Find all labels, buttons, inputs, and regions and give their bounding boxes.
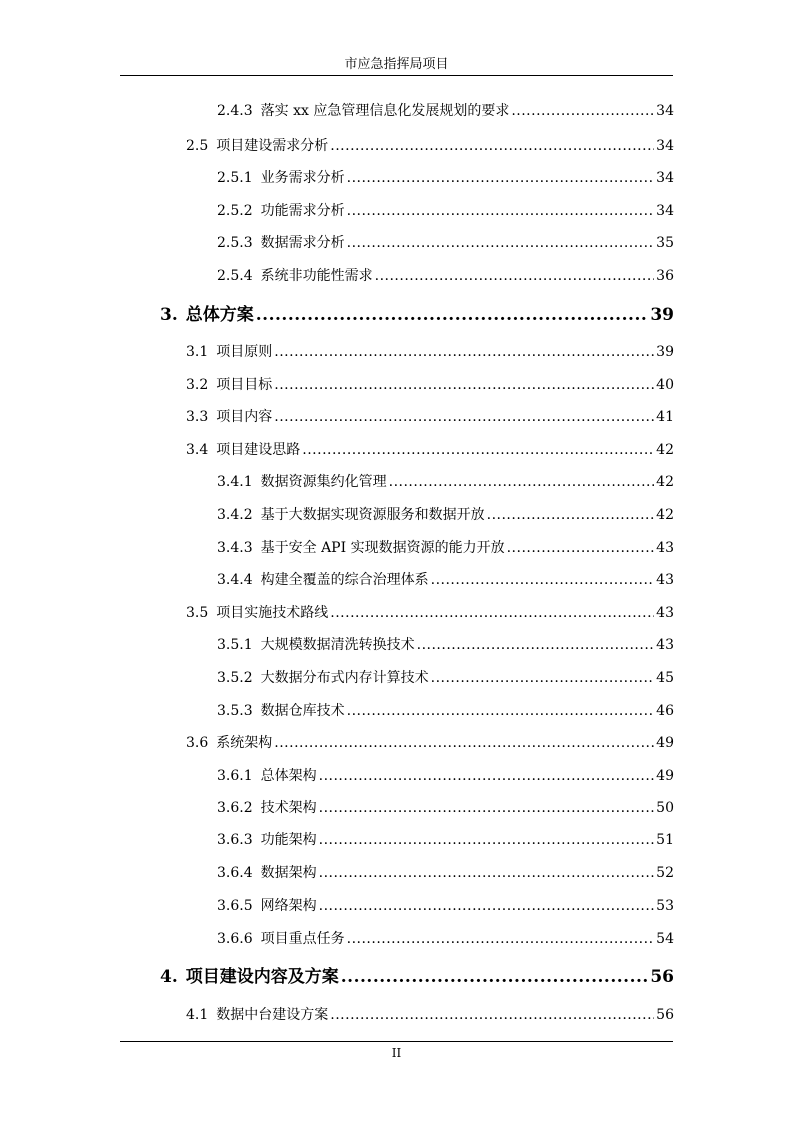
toc-leader-dots: [389, 472, 655, 492]
toc-entry-page: 34: [656, 203, 674, 219]
toc-leader-dots: [431, 570, 655, 590]
toc-entry-page: 42: [656, 507, 674, 523]
toc-entry-title: 数据资源集约化管理: [260, 474, 387, 490]
toc-entry-title: 基于大数据实现资源服务和数据开放: [260, 507, 485, 523]
toc-leader-dots: [274, 407, 654, 427]
toc-leader-dots: [330, 136, 654, 156]
toc-entry-number: 3.6.3: [217, 832, 253, 848]
toc-entry[interactable]: [186, 136, 674, 156]
toc-entry-page: 50: [656, 800, 674, 816]
toc-entry-page: 51: [656, 832, 674, 848]
toc-entry-title: 总体方案: [185, 305, 254, 325]
toc-leader-dots: [330, 603, 654, 623]
toc-entry[interactable]: [217, 929, 674, 949]
toc-entry-title: 数据需求分析: [260, 235, 345, 251]
toc-leader-dots: [417, 635, 655, 655]
toc-entry[interactable]: [217, 830, 674, 850]
page-header: 市应急指挥局项目: [344, 57, 449, 72]
toc-entry-title: 项目内容: [216, 409, 273, 425]
toc-entry-number: 4.1: [186, 1007, 209, 1023]
toc-leader-dots: [341, 965, 649, 989]
toc-entry-title: 技术架构: [260, 800, 317, 816]
toc-entry-title: 业务需求分析: [260, 170, 345, 186]
toc-entry[interactable]: [217, 505, 674, 525]
toc-entry-number: 3.3: [186, 409, 209, 425]
toc-entry-number: 2.4.3: [217, 103, 253, 119]
toc-leader-dots: [274, 342, 654, 362]
toc-entry[interactable]: [160, 303, 674, 327]
toc-entry-number: 2.5.1: [217, 170, 253, 186]
toc-entry-number: 3.5: [186, 605, 209, 621]
toc-entry[interactable]: [217, 570, 674, 590]
toc-entry[interactable]: [217, 766, 674, 786]
toc-entry-number: 3.5.3: [217, 703, 253, 719]
toc-entry[interactable]: [217, 635, 674, 655]
toc-leader-dots: [375, 266, 655, 286]
page-number: II: [391, 1046, 402, 1060]
toc-entry-page: 49: [656, 735, 674, 751]
toc-entry-number: 3.4.3: [217, 540, 253, 556]
toc-entry-number: 3.6.5: [217, 898, 253, 914]
toc-entry-title: 数据中台建设方案: [216, 1007, 329, 1023]
toc-entry[interactable]: [186, 1005, 674, 1025]
toc-entry-title: 项目目标: [216, 377, 273, 393]
toc-entry-page: 35: [656, 235, 674, 251]
toc-leader-dots: [256, 303, 649, 327]
toc-entry-page: 53: [656, 898, 674, 914]
toc-entry-number: 3.5.1: [217, 637, 253, 653]
toc-entry-page: 43: [656, 605, 674, 621]
toc-entry[interactable]: [217, 896, 674, 916]
toc-entry-title: 落实 xx 应急管理信息化发展规划的要求: [260, 103, 510, 119]
toc-entry-page: 43: [656, 572, 674, 588]
toc-entry-number: 3.6: [186, 735, 209, 751]
toc-leader-dots: [347, 168, 655, 188]
toc-entry[interactable]: [186, 603, 674, 623]
toc-entry-page: 42: [656, 442, 674, 458]
toc-leader-dots: [330, 1005, 654, 1025]
toc-entry-title: 构建全覆盖的综合治理体系: [260, 572, 429, 588]
toc-entry-number: 2.5.3: [217, 235, 253, 251]
toc-leader-dots: [347, 701, 655, 721]
toc-entry-page: 39: [656, 344, 674, 360]
toc-leader-dots: [319, 766, 655, 786]
toc-entry-number: 3.2: [186, 377, 209, 393]
toc-leader-dots: [319, 863, 655, 883]
toc-leader-dots: [347, 233, 655, 253]
toc-entry-title: 网络架构: [260, 898, 317, 914]
toc-entry[interactable]: [160, 965, 674, 989]
toc-entry-title: 项目原则: [216, 344, 273, 360]
toc-entry-number: 2.5.4: [217, 268, 253, 284]
toc-entry-page: 46: [656, 703, 674, 719]
toc-entry-number: 3.5.2: [217, 670, 253, 686]
toc-entry-page: 34: [656, 103, 674, 119]
toc-entry-title: 总体架构: [260, 768, 317, 784]
toc-entry-page: 56: [656, 1007, 674, 1023]
toc-entry[interactable]: [217, 668, 674, 688]
toc-entry-page: 56: [650, 967, 674, 987]
toc-entry-page: 40: [656, 377, 674, 393]
toc-entry[interactable]: [186, 440, 674, 460]
toc-leader-dots: [319, 830, 655, 850]
toc-entry[interactable]: [186, 375, 674, 395]
toc-entry[interactable]: [217, 101, 674, 121]
toc-entry[interactable]: [186, 342, 674, 362]
toc-entry-number: 3.6.1: [217, 768, 253, 784]
toc-leader-dots: [511, 101, 654, 121]
toc-entry-title: 功能架构: [260, 832, 317, 848]
toc-entry-page: 52: [656, 865, 674, 881]
toc-entry-number: 2.5.2: [217, 203, 253, 219]
toc-entry[interactable]: [186, 407, 674, 427]
toc-entry-page: 49: [656, 768, 674, 784]
footer-rule: [120, 1041, 673, 1042]
toc-entry[interactable]: [217, 266, 674, 286]
toc-entry[interactable]: [217, 798, 674, 818]
toc-entry-page: 42: [656, 474, 674, 490]
toc-entry-number: 3.4.4: [217, 572, 253, 588]
toc-entry-page: 41: [656, 409, 674, 425]
toc-entry-page: 54: [656, 931, 674, 947]
toc-entry-number: 2.5: [186, 138, 209, 154]
toc-entry-number: 3.4.2: [217, 507, 253, 523]
toc-entry-title: 项目实施技术路线: [216, 605, 329, 621]
toc-leader-dots: [274, 733, 654, 753]
toc-entry[interactable]: [186, 733, 674, 753]
toc-entry-title: 大数据分布式内存计算技术: [260, 670, 429, 686]
toc-entry-title: 项目重点任务: [260, 931, 345, 947]
toc-entry-title: 系统架构: [216, 735, 273, 751]
toc-entry-page: 45: [656, 670, 674, 686]
toc-leader-dots: [507, 538, 655, 558]
toc-entry-number: 3.4: [186, 442, 209, 458]
toc-entry-number: 3.6.6: [217, 931, 253, 947]
toc-entry[interactable]: [217, 233, 674, 253]
toc-entry[interactable]: [217, 538, 674, 558]
toc-leader-dots: [347, 929, 655, 949]
toc-entry-title: 功能需求分析: [260, 203, 345, 219]
toc-entry-page: 34: [656, 170, 674, 186]
toc-entry-title: 大规模数据清洗转换技术: [260, 637, 415, 653]
toc-entry-title: 数据架构: [260, 865, 317, 881]
toc-entry-page: 34: [656, 138, 674, 154]
toc-entry-page: 43: [656, 540, 674, 556]
toc-leader-dots: [347, 201, 655, 221]
toc-entry-number: 3.1: [186, 344, 209, 360]
toc-leader-dots: [319, 896, 655, 916]
toc-leader-dots: [302, 440, 654, 460]
toc-entry-title: 项目建设思路: [216, 442, 301, 458]
toc-entry-number: 3.: [160, 305, 178, 325]
toc-entry[interactable]: [217, 201, 674, 221]
toc-leader-dots: [487, 505, 655, 525]
toc-entry-title: 基于安全 API 实现数据资源的能力开放: [260, 540, 505, 556]
toc-entry-number: 3.6.2: [217, 800, 253, 816]
toc-entry-title: 系统非功能性需求: [260, 268, 373, 284]
toc-entry[interactable]: [217, 472, 674, 492]
toc-leader-dots: [431, 668, 655, 688]
toc-entry-page: 36: [656, 268, 674, 284]
toc-entry-title: 项目建设需求分析: [216, 138, 329, 154]
toc-entry[interactable]: [217, 701, 674, 721]
toc-entry-page: 43: [656, 637, 674, 653]
toc-entry[interactable]: [217, 863, 674, 883]
toc-entry-number: 3.4.1: [217, 474, 253, 490]
toc-leader-dots: [319, 798, 655, 818]
toc-entry[interactable]: [217, 168, 674, 188]
toc-entry-title: 数据仓库技术: [260, 703, 345, 719]
toc-entry-title: 项目建设内容及方案: [185, 967, 339, 987]
toc-entry-page: 39: [650, 305, 674, 325]
toc-entry-number: 4.: [160, 967, 178, 987]
toc-entry-number: 3.6.4: [217, 865, 253, 881]
toc-leader-dots: [274, 375, 654, 395]
